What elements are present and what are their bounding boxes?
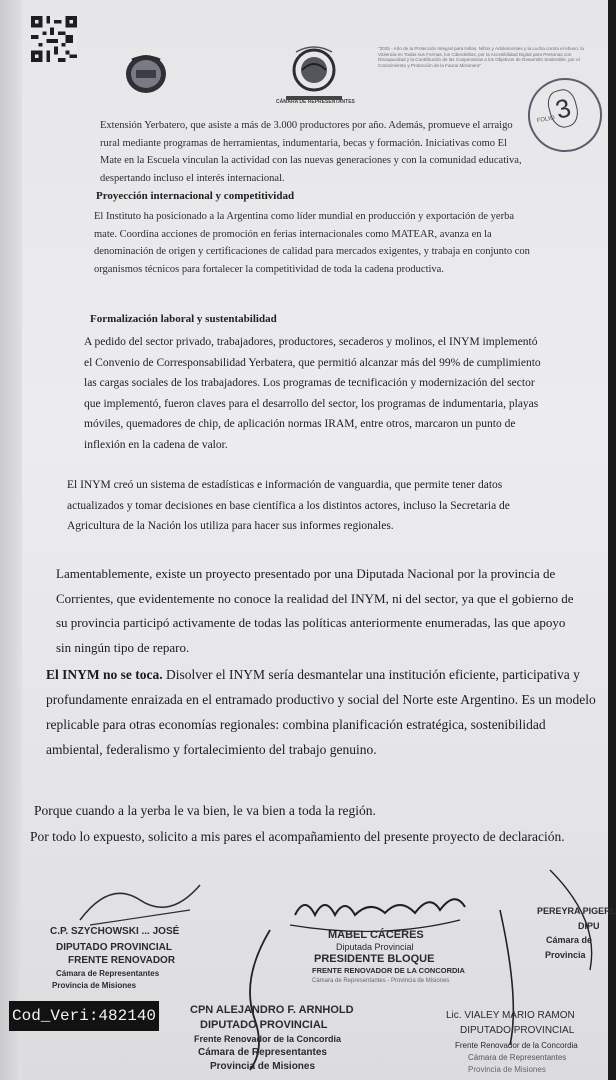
- signature-5-name: Lic. VIALEY MARIO RAMON: [446, 1010, 575, 1021]
- signature-5-bloc: Frente Renovador de la Concordia: [455, 1041, 578, 1050]
- folio-number: 3: [545, 87, 582, 131]
- signature-1-chamber: Cámara de Representantes: [56, 969, 160, 978]
- paragraph-solicito: Por todo lo expuesto, solicito a mis pares el acompañamiento del presente proyecto de declaración.: [30, 829, 565, 844]
- signature-3-title: DIPU: [578, 921, 600, 931]
- signature-5-province: Provincia de Misiones: [468, 1065, 546, 1074]
- signature-1-province: Provincia de Misiones: [52, 981, 137, 990]
- section-title-formalization: Formalización laboral y sustentabilidad: [90, 313, 277, 325]
- section-text-formalization: A pedido del sector privado, trabajadores, productores, secaderos y molinos, el INYM implementó el Convenio de Corresponsabilidad Yerbatera, que permitió alcanzar más del 99% de cumplimiento las cargas sociales de los trabajadores. Los programas de tecnificación y modernización del sector que implementó, fueron claves para el desarrollo del sector, los programas de indumentaria, playas móviles, quemadores de chip, de aplicación normas IRAM, entre otros, marcaron un punto de inflexión en la cadena de valor.: [84, 336, 541, 451]
- signature-2-province: Cámara de Representantes - Provincia de Misiones: [312, 978, 450, 984]
- paragraph-lamentablemente: Lamentablemente, existe un proyecto presentado por una Diputada Nacional por la provincia de Corrientes, que evidentemente no conoce la realidad del INYM, ni del sector, ya que el gobierno de su provincia participó activamente de todas las políticas anteriormente enumeradas, las que apoyo sin ningún tipo de reparo.: [56, 566, 574, 655]
- chamber-label: CÁMARA DE REPRESENTANTES: [276, 99, 355, 105]
- verification-code-label: Cod_Veri:482140: [9, 1001, 159, 1031]
- signature-2-name: MABEL CÁCERES: [328, 929, 424, 941]
- signature-4-title: DIPUTADO PROVINCIAL: [200, 1019, 328, 1031]
- section-title-international: Proyección internacional y competitividad: [96, 190, 295, 202]
- signature-5-chamber: Cámara de Representantes: [468, 1053, 567, 1062]
- paragraph-inym-no-se-toca: [46, 662, 602, 762]
- signature-2-chamber: FRENTE RENOVADOR DE LA CONCORDIA: [312, 966, 465, 975]
- signature-1-scribble: [70, 870, 210, 930]
- inym-bold-phrase: El INYM no se toca.: [46, 667, 163, 682]
- page-shadow: [0, 0, 22, 1080]
- signature-2-bloc: PRESIDENTE BLOQUE: [314, 953, 435, 965]
- signature-1-bloc: FRENTE RENOVADOR: [68, 955, 176, 966]
- qr-code-icon: [30, 16, 78, 62]
- folio-label: FOLIO: [536, 115, 556, 125]
- section-text-statistics: El INYM creó un sistema de estadísticas e información de vanguardia, que permite tener datos actualizados y tomar decisiones en base científica a los distintos actores, incluso la Secretaria de Agricultura de la Nación los utiliza para hacer sus informes regionales.: [67, 479, 510, 532]
- signature-1-title: DIPUTADO PROVINCIAL: [56, 942, 172, 953]
- signature-3-chamber: Cámara de: [546, 935, 593, 945]
- provincial-shield-logo: [122, 52, 170, 96]
- signature-3-province: Provincia: [545, 950, 586, 960]
- intro-paragraph: Extensión Yerbatero, que asiste a más de 3.000 productores por año. Además, promueve el arraigo rural mediante programas de herramientas, indumentaria, becas y formación. Iniciativas como El Mate en la Escuela vinculan la actividad con las nuevas generaciones y con la comunidad educativa, despertando incluso el interés internacional.: [100, 120, 522, 184]
- paragraph-porque: Porque cuando a la yerba le va bien, le va bien a toda la región.: [34, 803, 376, 818]
- signature-4-name: CPN ALEJANDRO F. ARNHOLD: [190, 1004, 354, 1016]
- signature-4-chamber: Cámara de Representantes: [198, 1047, 327, 1058]
- inym-rest-text: Disolver el INYM sería desmantelar una institución eficiente, participativa y profundamente enraizada en el entramado productivo y social del Norte este Argentino. Es un modelo replicable para otras economías regionales: combina planificación estratégica, sostenibilidad ambiental, federalismo y fortalecimiento del trabajo genuino.: [46, 667, 596, 757]
- signature-4-bloc: Frente Renovador de la Concordia: [194, 1034, 342, 1044]
- signature-3-name: PEREYRA PIGERL: [537, 906, 616, 916]
- signature-5-title: DIPUTADO PROVINCIAL: [460, 1025, 575, 1036]
- signature-4-province: Provincia de Misiones: [210, 1061, 316, 1072]
- signature-2-title: Diputada Provincial: [336, 942, 414, 952]
- section-text-international: El Instituto ha posicionado a la Argentina como líder mundial en producción y exportación de yerba mate. Coordina acciones de promoción en ferias internacionales como MATEAR, avanza en la denominación de origen y certificaciones de calidad para mercados exigentes, y trabaja en conjunto con organismos técnicos para fortalecer la competitividad de toda la cadena productiva.: [94, 211, 530, 275]
- signature-1-name: C.P. SZYCHOWSKI ... JOSÉ: [50, 926, 180, 937]
- signature-2-scribble: [290, 885, 470, 935]
- legislature-motto: "2025 - Año de la Protección Integral para Niñas, Niños y Adolescentes y la Lucha contra el Abuso, la Violencia en Todas sus Formas, los Ciberdelitos, por la Accesibilidad Digital para Personas con Discapacidad y la Contribución de las Cooperativas a los Objetivos de Desarrollo Sostenible, por el Conocimiento y Protección de la Fauna Misionera": [378, 46, 584, 68]
- folio-stamp: [522, 72, 608, 158]
